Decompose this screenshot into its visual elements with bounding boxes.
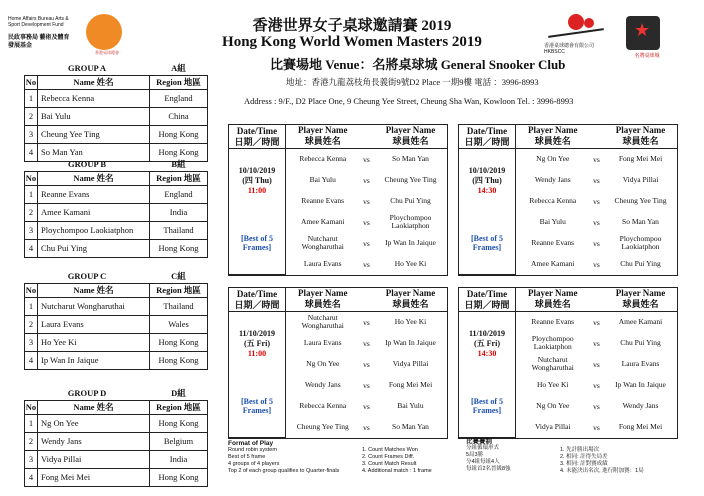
format-line: Best of 5 frame (228, 454, 266, 460)
player-b: Ploychompoo Laokiatphon (389, 213, 432, 230)
col-region: Region 地區 (150, 400, 208, 414)
hkbscc-logo (544, 14, 608, 55)
table-row (25, 125, 208, 143)
vs-label: vs (363, 317, 370, 327)
col-player-a: Player Name 球員姓名 (516, 288, 590, 312)
format-line-cn: 每組首2名晉級8強 (466, 466, 511, 472)
player-b: Chu Pui Ying (620, 338, 661, 347)
player-no: 3 (25, 333, 38, 351)
vs-label: vs (593, 175, 600, 185)
col-no: No (25, 285, 37, 295)
player-a: Laura Evans (303, 259, 342, 268)
session-time: 11:00 (247, 185, 267, 195)
format-title: Format of Play (228, 440, 274, 447)
col-player-b: Player Name 球員姓名 (604, 125, 678, 149)
player-a: Nutcharut Wongharuthai (301, 234, 344, 251)
general-snooker-club-logo (626, 16, 660, 59)
player-a: Reanne Evans (531, 317, 575, 327)
vs-label: vs (363, 217, 370, 227)
group-table (24, 270, 208, 370)
col-datetime: Date/Time 日期／時間 (459, 288, 516, 312)
vs-label: vs (363, 238, 370, 248)
session-frames: [Best of 5 Frames] (229, 212, 286, 275)
player-no: 1 (25, 414, 38, 432)
player-b: Vidya Pillai (392, 359, 429, 368)
player-region: Hong Kong (150, 333, 208, 351)
player-no: 1 (25, 185, 38, 203)
schedule-box (228, 287, 448, 439)
title-cn: 香港世界女子桌球邀請賽 2019 (252, 18, 452, 34)
rank-line: 2. Count Frames Diff. (362, 454, 415, 460)
table-row (25, 468, 208, 486)
player-a: Bai Yulu (539, 217, 566, 226)
session-frames: [Best of 5 Frames] (459, 212, 516, 275)
rank-line-cn: 3. 相同: 計對賽成績 (560, 461, 608, 467)
group-title: GROUP A (25, 62, 150, 75)
table-row (25, 450, 208, 468)
player-a: Wendy Jans (534, 175, 571, 184)
title-en: Hong Kong World Women Masters 2019 (222, 34, 482, 50)
vs-label: vs (593, 401, 600, 411)
format-line: 4 groups of 4 players (228, 461, 280, 467)
player-no: 4 (25, 468, 38, 486)
player-b: Amee Kamani (618, 317, 663, 327)
table-row (25, 414, 208, 432)
logo-left-sub: 香港桌球總會 (95, 50, 119, 55)
player-b: Fong Mei Mei (388, 380, 433, 389)
group-table (24, 62, 208, 162)
player-b: Ploychompoo Laokiatphon (619, 234, 662, 251)
group-title-cn: A組 (150, 62, 208, 75)
col-name: Name 姓名 (38, 400, 150, 414)
table-row (25, 203, 208, 221)
player-region: Belgium (150, 432, 208, 450)
player-b: Fong Mei Mei (618, 154, 663, 164)
col-datetime: Date/Time 日期／時間 (229, 288, 286, 312)
player-name: Rebecca Kenna (38, 89, 150, 107)
player-name: Chu Pui Ying (38, 239, 150, 257)
col-name: Name 姓名 (38, 283, 150, 297)
format-line-cn: 分組循環形式 (466, 445, 500, 451)
player-no: 2 (25, 203, 38, 221)
player-a: Bai Yulu (309, 175, 336, 184)
col-no: No (25, 173, 37, 183)
logo-left-en: Home Affairs Bureau Arts & Sport Development Fund (8, 16, 69, 28)
group-table (24, 387, 208, 487)
col-player-b: Player Name 球員姓名 (604, 288, 678, 312)
player-a: Nutcharut Wongharuthai (531, 355, 574, 372)
player-no: 4 (25, 239, 38, 257)
vs-label: vs (593, 238, 600, 248)
player-b: Cheung Yee Ting (384, 175, 437, 184)
player-no: 4 (25, 351, 38, 369)
session-time: 14:30 (477, 348, 497, 358)
table-row (25, 221, 208, 239)
player-no: 1 (25, 89, 38, 107)
player-a: Ho Yee Ki (537, 380, 569, 389)
vs-label: vs (593, 338, 600, 348)
player-name: Wendy Jans (38, 432, 150, 450)
player-b: Bai Yulu (397, 401, 424, 410)
col-player-a: Player Name 球員姓名 (286, 288, 360, 312)
player-a: Cheung Yee Ting (296, 422, 349, 431)
player-a: Amee Kamani (530, 259, 575, 268)
player-no: 4 (25, 143, 38, 161)
table-row (25, 333, 208, 351)
session-frames: [Best of 5 Frames] (229, 375, 286, 438)
player-a: Rebecca Kenna (299, 154, 347, 164)
player-no: 2 (25, 315, 38, 333)
player-b: Fong Mei Mei (618, 422, 663, 431)
vs-label: vs (363, 259, 370, 269)
table-row (25, 239, 208, 257)
player-a: Amee Kamani (300, 217, 345, 226)
player-a: Reanne Evans (301, 196, 345, 205)
player-b: Chu Pui Ying (620, 259, 661, 268)
session-date: 10/10/2019 (四 Thu) 14:30 (459, 149, 516, 212)
player-no: 3 (25, 450, 38, 468)
player-region: Wales (150, 315, 208, 333)
player-region: Hong Kong (150, 143, 208, 161)
player-no: 3 (25, 125, 38, 143)
format-line-cn: 5局3勝 (466, 452, 484, 458)
group-title: GROUP B (25, 158, 150, 171)
player-a: Reanne Evans (531, 238, 575, 247)
player-a: Rebecca Kenna (529, 196, 577, 205)
group-title-cn: B組 (150, 158, 208, 171)
ranking-en (362, 447, 432, 475)
col-name: Name 姓名 (38, 171, 150, 185)
vs-label: vs (593, 259, 600, 269)
session-time: 11:00 (247, 348, 267, 358)
session-date: 11/10/2019 (五 Fri) 11:00 (229, 312, 286, 375)
player-name: Ng On Yee (38, 414, 150, 432)
col-player-a: Player Name 球員姓名 (286, 125, 360, 149)
player-name: So Man Yan (38, 143, 150, 161)
schedule-box (458, 287, 678, 439)
vs-label: vs (593, 422, 600, 432)
vs-label: vs (593, 217, 600, 227)
table-row (25, 432, 208, 450)
rank-line: 1. Count Matches Won (362, 447, 418, 453)
player-no: 2 (25, 432, 38, 450)
group-title-cn: C組 (150, 270, 208, 283)
table-row (25, 185, 208, 203)
player-region: Thailand (150, 297, 208, 315)
player-b: Wendy Jans (622, 401, 659, 410)
vs-label: vs (363, 359, 370, 369)
player-b: Ho Yee Ki (394, 317, 427, 327)
session-date: 10/10/2019 (四 Thu) 11:00 (229, 149, 286, 212)
player-a: Ng On Yee (536, 401, 570, 410)
col-player-a: Player Name 球員姓名 (516, 125, 590, 149)
player-name: Nutcharut Wongharuthai (38, 297, 150, 315)
player-name: Laura Evans (38, 315, 150, 333)
ranking-cn (560, 447, 644, 475)
rank-line-cn: 4. 未能決出名次, 進行附加賽：1局 (560, 468, 644, 474)
rank-line: 4. Additional match : 1 frame (362, 468, 432, 474)
player-b: Ip Wan In Jaique (385, 338, 436, 347)
player-b: Vidya Pillai (622, 175, 659, 184)
player-region: England (150, 89, 208, 107)
vs-label: vs (363, 175, 370, 185)
snooker-ball-icon (584, 18, 594, 28)
vs-label: vs (363, 422, 370, 432)
vs-label: vs (593, 317, 600, 327)
player-name: Vidya Pillai (38, 450, 150, 468)
player-name: Fong Mei Mei (38, 468, 150, 486)
table-row (25, 297, 208, 315)
format-title-cn: 比賽賽制 (466, 438, 492, 445)
group-table (24, 158, 208, 258)
player-a: Ploychompoo Laokiatphon (531, 334, 574, 351)
player-region: Hong Kong (150, 414, 208, 432)
col-name: Name 姓名 (38, 75, 150, 89)
vs-label: vs (363, 380, 370, 390)
rank-line-cn: 1. 先計勝出場次 (560, 447, 600, 453)
col-player-b: Player Name 球員姓名 (374, 288, 448, 312)
player-region: Hong Kong (150, 351, 208, 369)
player-region: Thailand (150, 221, 208, 239)
logo-right1-text: 香港桌球總會有限公司 HKBSCC (544, 43, 595, 55)
group-title-cn: D組 (150, 387, 208, 400)
player-name: Cheung Yee Ting (38, 125, 150, 143)
vs-label: vs (363, 154, 370, 164)
player-region: Hong Kong (150, 239, 208, 257)
col-player-b: Player Name 球員姓名 (374, 125, 448, 149)
player-b: Laura Evans (621, 359, 660, 368)
player-b: Ip Wan In Jaique (385, 238, 436, 247)
col-datetime: Date/Time 日期／時間 (229, 125, 286, 149)
address-cn: 地址：香港九龍荔枝角長義街9號D2 Place 一期9樓 電話 ：3996-8993 (286, 77, 539, 87)
format-line: Top 2 of each group qualifies to Quarter-finals (228, 468, 340, 474)
player-a: Nutcharut Wongharuthai (301, 313, 344, 331)
player-a: Ng On Yee (306, 359, 340, 368)
player-name: Amee Kamani (38, 203, 150, 221)
snooker-ball-icon (568, 14, 584, 30)
address-en: Address : 9/F., D2 Place One, 9 Cheung Yee Street, Cheung Sha Wan, Kowloon Tel. : 3996-8993 (244, 96, 574, 106)
player-b: Cheung Yee Ting (614, 196, 667, 205)
player-b: Ho Yee Ki (394, 259, 427, 268)
player-region: England (150, 185, 208, 203)
logo-right2-text: 名將桌球城 (634, 53, 660, 59)
player-name: Bai Yulu (38, 107, 150, 125)
player-region: India (150, 450, 208, 468)
schedule-box (458, 124, 678, 276)
player-a: Rebecca Kenna (299, 401, 347, 410)
player-a: Vidya Pillai (534, 422, 571, 431)
player-b: Chu Pui Ying (390, 196, 431, 205)
vs-label: vs (363, 196, 370, 206)
player-name: Ip Wan In Jaique (38, 351, 150, 369)
vs-label: vs (363, 338, 370, 348)
schedule-box (228, 124, 448, 276)
group-title: GROUP C (25, 270, 150, 283)
col-no: No (25, 77, 37, 87)
player-a: Wendy Jans (304, 380, 341, 389)
player-no: 1 (25, 297, 38, 315)
player-no: 3 (25, 221, 38, 239)
venue: 比賽場地 Venue：名將桌球城 General Snooker Club (270, 57, 566, 72)
col-datetime: Date/Time 日期／時間 (459, 125, 516, 149)
player-b: So Man Yan (392, 154, 429, 164)
rank-line: 3. Count Match Result (362, 461, 417, 467)
player-name: Reanne Evans (38, 185, 150, 203)
format-cn (466, 438, 511, 473)
player-b: So Man Yan (392, 422, 429, 431)
col-region: Region 地區 (150, 283, 208, 297)
rank-line-cn: 2. 相同: 計得失局差 (560, 454, 608, 460)
col-region: Region 地區 (150, 75, 208, 89)
player-region: India (150, 203, 208, 221)
session-frames: [Best of 5 Frames] (459, 375, 516, 438)
session-date: 11/10/2019 (五 Fri) 14:30 (459, 312, 516, 375)
vs-label: vs (593, 359, 600, 369)
player-region: Hong Kong (150, 125, 208, 143)
group-title: GROUP D (25, 387, 150, 400)
player-no: 2 (25, 107, 38, 125)
star-icon: ★ (634, 20, 651, 40)
table-row (25, 315, 208, 333)
player-a: Laura Evans (303, 338, 342, 347)
player-a: Ng On Yee (536, 154, 570, 164)
player-b: Ip Wan In Jaique (615, 380, 666, 389)
table-row (25, 107, 208, 125)
format-line-cn: 分4組每組4人 (466, 459, 500, 465)
logo-left-cn: 民政事務局 藝術及體育發展基金 (8, 35, 70, 49)
format-en (228, 440, 339, 475)
vs-label: vs (593, 380, 600, 390)
vs-label: vs (363, 401, 370, 411)
player-name: Ho Yee Ki (38, 333, 150, 351)
session-time: 14:30 (477, 185, 497, 195)
format-line: Round robin system (228, 447, 277, 453)
player-name: Ploychompoo Laokiatphon (38, 221, 150, 239)
vs-label: vs (593, 154, 600, 164)
player-b: So Man Yan (622, 217, 659, 226)
col-region: Region 地區 (150, 171, 208, 185)
table-row (25, 351, 208, 369)
table-row (25, 89, 208, 107)
player-region: China (150, 107, 208, 125)
player-region: Hong Kong (150, 468, 208, 486)
vs-label: vs (593, 196, 600, 206)
col-no: No (25, 402, 37, 412)
